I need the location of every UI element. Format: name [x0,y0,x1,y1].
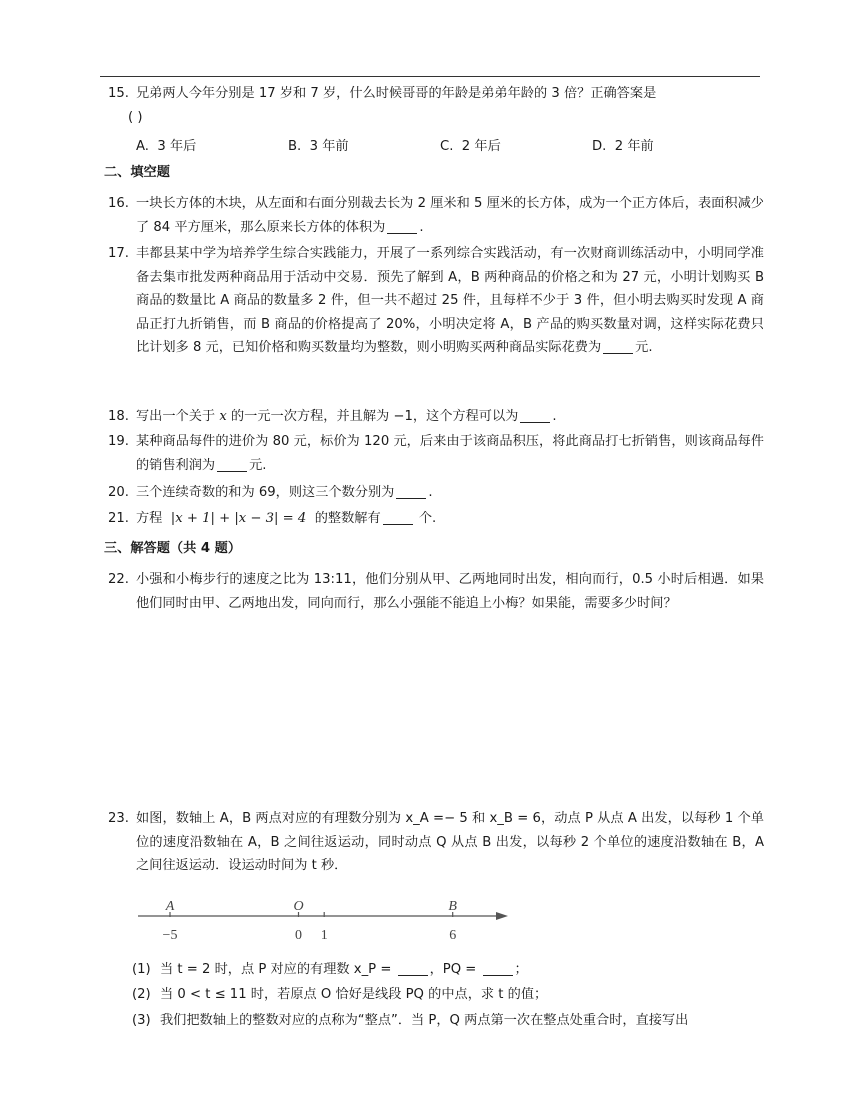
point-label-O: O [293,899,304,914]
answer-blank[interactable] [217,457,247,472]
question-end: 元. [635,340,653,355]
part-text: 当 t = 2 时，点 P 对应的有理数 x_P = [160,962,392,977]
question-number: 17. [108,246,129,261]
question-number: 23. [108,811,129,826]
question-end: 个. [418,511,437,526]
question-text: 某种商品每件的进价为 80 元，标价为 120 元，后来由于该商品积压，将此商品打七折销售，则该商品每件的销售利润为 [136,434,764,473]
math-variable: x [219,409,227,424]
part-text: 当 0 < t ≤ 11 时，若原点 O 恰好是线段 PQ 的中点，求 t 的值； [160,987,548,1002]
tick-label-0: −5 [162,928,178,943]
question-20 [108,481,764,505]
question-15-options [136,135,736,155]
option-d[interactable]: D. 2 年前 [592,139,654,154]
question-23-part-3 [132,1009,772,1032]
math-equation: |x + 1| + |x − 3| = 4 [170,511,307,526]
question-end: . [552,409,557,424]
answer-blank-pq[interactable] [483,961,513,976]
option-b[interactable]: B. 3 年前 [288,139,349,154]
question-text: 小强和小梅步行的速度之比为 13:11，他们分别从甲、乙两地同时出发，相向而行，0.5 小时后相遇．如果他们同时由甲、乙两地出发，同向而行，那么小强能不能追上小梅？如果能，需要多少时间？ [136,572,764,611]
tick-label-1: 0 [295,928,302,943]
question-17 [108,242,764,360]
question-23-part-2 [132,983,772,1006]
question-text-cont: 的整数解有 [314,511,381,526]
section-heading-fill-blank: 二、填空题 [104,165,170,180]
answer-blank[interactable] [603,339,633,354]
point-label-B: B [448,899,457,914]
part-text-end: ； [514,962,528,977]
top-rule [100,76,760,77]
section-heading-solutions: 三、解答题（共 4 题） [104,541,242,556]
question-21 [108,507,764,531]
question-22 [108,568,764,615]
number-line-figure [134,893,514,949]
tick-label-2: 1 [320,928,328,943]
question-number: 16. [108,196,129,211]
question-end: . [419,219,424,235]
question-text: 一块长方体的木块，从左面和右面分别裁去长为 2 厘米和 5 厘米的长方体，成为一个正方体后，表面积减少了 84 平方厘米，那么原来长方体的体积为 [136,196,764,235]
question-number: 15. [108,86,129,101]
question-end: . [428,485,433,500]
part-text: 我们把数轴上的整数对应的点称为“整点”．当 P，Q 两点第一次在整点处重合时，直接写出 [160,1013,689,1028]
question-number: 20. [108,485,129,500]
question-text: 方程 [136,511,163,526]
answer-blank-xp[interactable] [398,961,428,976]
answer-blank[interactable] [396,484,426,499]
part-number: (3) [132,1013,151,1028]
question-text-cont: 的一元一次方程，并且解为 −1，这个方程可以为 [230,409,519,424]
question-text: 三个连续奇数的和为 69，则这三个数分别为 [136,485,395,500]
tick-label-3: 6 [449,928,457,943]
question-19 [108,430,764,477]
question-16 [108,192,764,239]
answer-blank[interactable] [520,408,550,423]
part-number: (2) [132,987,151,1002]
answer-blank[interactable] [383,510,413,525]
question-number: 19. [108,434,129,449]
question-text: 丰都县某中学为培养学生综合实践能力，开展了一系列综合实践活动，有一次财商训练活动中，小明同学准备去集市批发两种商品用于活动中交易．预先了解到 A，B 两种商品的价格之和为 27 元，小明计划购买 B 商品的数量比 A 商品的数量多 2 件，但一共不超过 25 件，且每样不少于 3 件，但小明去购买时发现 A 商品正打九折销售，而 B 商品的价格提高了 20%，小明决定将 A，B 产品的购买数量对调，这样实际花费只比计划多 8 元，已知价格和购买数量均为整数，则小明购买两种商品实际花费为 [136,246,764,355]
question-number: 21. [108,511,129,526]
option-a[interactable]: A. 3 年后 [136,139,197,154]
question-15 [108,82,764,129]
question-text: 如图，数轴上 A，B 两点对应的有理数分别为 x_A =− 5 和 x_B = 6，动点 P 从点 A 出发，以每秒 1 个单位的速度沿数轴在 A，B 之间往返运动，同时动点 Q 从点 B 出发，以每秒 2 个单位的速度沿数轴在 B，A 之间往返运动．设运动时间为 t 秒． [136,811,764,873]
question-number: 18. [108,409,129,424]
axis-arrow-icon [496,912,508,920]
question-text: 兄弟两人今年分别是 17 岁和 7 岁，什么时候哥哥的年龄是弟弟年龄的 3 倍？正确答案是 [136,86,657,101]
answer-blank[interactable] [387,219,417,234]
question-number: 22. [108,572,129,587]
option-c[interactable]: C. 2 年后 [440,139,501,154]
question-end: 元. [249,457,267,473]
point-label-A: A [165,899,175,914]
question-18 [108,405,764,429]
question-23-part-1 [132,958,772,981]
part-number: (1) [132,962,151,977]
question-text: 写出一个关于 [136,409,216,424]
part-text-mid: ，PQ = [429,962,477,977]
answer-paren: ( ) [128,109,143,125]
question-23 [108,807,764,878]
